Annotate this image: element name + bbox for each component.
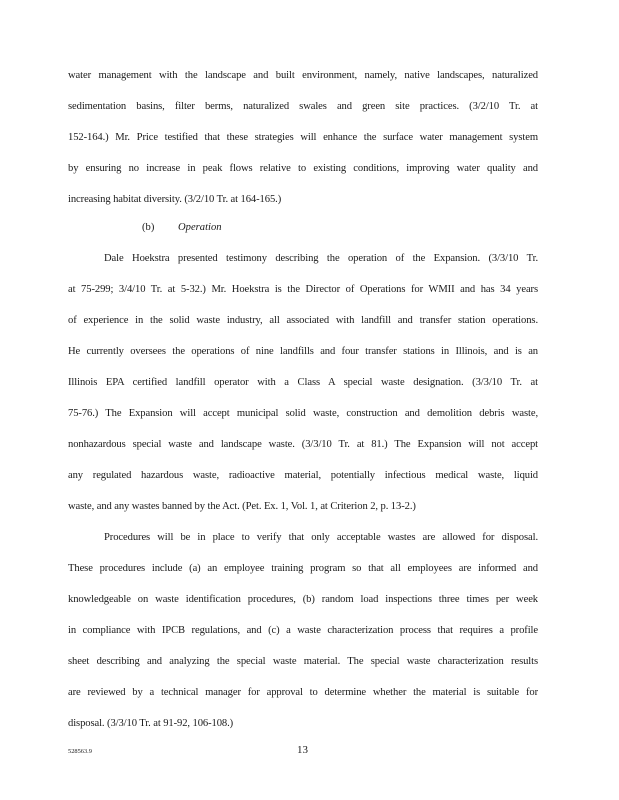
text-line: knowledgeable on waste identification procedures, (b) random load inspections three times per week [68, 594, 538, 605]
text-line: any regulated hazardous waste, radioactive material, potentially infectious medical waste, liquid [68, 470, 538, 481]
section-label: (b) [142, 222, 155, 233]
section-title: Operation [178, 222, 222, 233]
text-line: water management with the landscape and built environment, namely, native landscapes, naturalized [68, 70, 538, 81]
text-line: disposal. (3/3/10 Tr. at 91-92, 106-108.) [68, 718, 234, 729]
document-id: 528563.9 [68, 748, 92, 755]
page-number: 13 [297, 744, 308, 756]
text-line: Procedures will be in place to verify that only acceptable wastes are allowed for disposal. [104, 532, 538, 543]
text-line: nonhazardous special waste and landscape waste. (3/3/10 Tr. at 81.) The Expansion will not accept [68, 439, 538, 450]
text-line: of experience in the solid waste industry, all associated with landfill and transfer station operations. [68, 315, 538, 326]
text-line: 75-76.) The Expansion will accept municipal solid waste, construction and demolition debris waste, [68, 408, 538, 419]
text-line: by ensuring no increase in peak flows relative to existing conditions, improving water quality and [68, 163, 538, 174]
text-line: increasing habitat diversity. (3/2/10 Tr. at 164-165.) [68, 194, 282, 205]
text-line: sheet describing and analyzing the special waste material. The special waste characterization results [68, 656, 538, 667]
text-line: Illinois EPA certified landfill operator with a Class A special waste designation. (3/3/10 Tr. at [68, 377, 538, 388]
text-line: 152-164.) Mr. Price testified that these strategies will enhance the surface water management system [68, 132, 538, 143]
text-line: in compliance with IPCB regulations, and (c) a waste characterization process that requires a profile [68, 625, 538, 636]
text-line: waste, and any wastes banned by the Act. (Pet. Ex. 1, Vol. 1, at Criterion 2, p. 13-2.) [68, 501, 416, 512]
text-line: These procedures include (a) an employee training program so that all employees are informed and [68, 563, 538, 574]
text-line: Dale Hoekstra presented testimony describing the operation of the Expansion. (3/3/10 Tr. [104, 253, 538, 264]
text-line: sedimentation basins, filter berms, naturalized swales and green site practices. (3/2/10 Tr. at [68, 101, 538, 112]
text-line: are reviewed by a technical manager for approval to determine whether the material is suitable for [68, 687, 538, 698]
text-line: at 75-299; 3/4/10 Tr. at 5-32.) Mr. Hoekstra is the Director of Operations for WMII and has 34 years [68, 284, 538, 295]
text-line: He currently oversees the operations of nine landfills and four transfer stations in Illinois, and is an [68, 346, 538, 357]
